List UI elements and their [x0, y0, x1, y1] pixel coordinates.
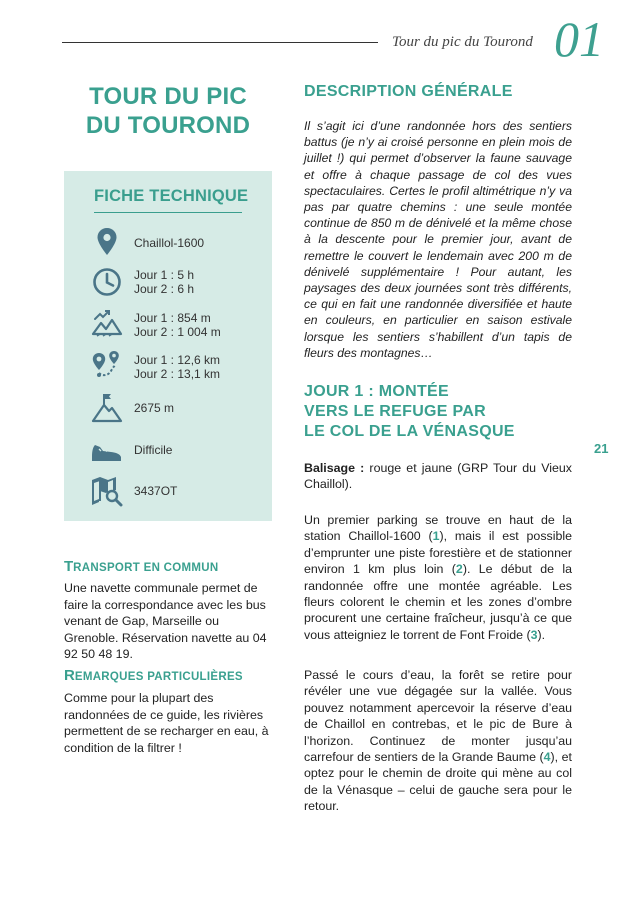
fiche-altitude-value: 2675 m — [134, 401, 175, 415]
route-title-line2: DU TOUROND — [85, 112, 251, 139]
jour1-p1-text-c: ). Le début de la randonnée offre une montée agréable. Les fleurs colorent le chemin et les zones d’ombre procurent une certaine fraîcheur, jusqu’à ce que vous atteigniez le torrent de Font Froide ( — [304, 562, 572, 642]
jour1-p1-text-a: Un premier parking se trouve en haut de la station Chaillol-1600 ( — [304, 513, 572, 544]
header-rule — [62, 42, 378, 43]
jour1-p1-text-d: ). — [537, 627, 546, 642]
elevation-icon — [90, 307, 124, 341]
fiche-row-map — [90, 473, 260, 509]
fiche-elevation-day1: Jour 1 : 854 m — [134, 311, 211, 325]
jour1-paragraph-1 — [304, 512, 572, 643]
route-title-line1: TOUR DU PIC — [89, 83, 247, 110]
chapter-number: 01 — [554, 11, 604, 67]
running-title: Tour du pic du Tourond — [392, 34, 533, 50]
fiche-distance-day1: Jour 1 : 12,6 km — [134, 353, 221, 367]
jour1-p2-text-a: Passé le cours d’eau, la forêt se retire pour révéler une vue dégagée sur la vallée. Vous pouvez notamment apercevoir la réserve d’eau de Chaillol en contrebas, et le pic de Bure à l’horizon. Continuez de monter jusqu’au carrefour de sentiers de la Grande Baume ( — [304, 668, 572, 765]
balisage-text: rouge et jaune (GRP Tour du Vieux Chaillol). — [304, 461, 572, 492]
fiche-heading-rule — [94, 212, 242, 213]
fiche-technique-box — [64, 171, 272, 521]
fiche-difficulty-value: Difficile — [134, 443, 173, 457]
balisage-label: Balisage : — [304, 461, 365, 475]
fiche-elevation-day2: Jour 2 : 1 004 m — [134, 325, 221, 339]
transport-heading — [64, 558, 219, 576]
remarques-heading-initial: R — [64, 667, 75, 684]
fiche-row-elevation — [90, 307, 260, 343]
jour1-paragraph-2 — [304, 667, 572, 815]
waypoint-marker-2: 2 — [455, 562, 463, 577]
fiche-row-altitude — [90, 391, 260, 427]
location-pin-icon — [90, 225, 124, 259]
fiche-row-start — [90, 225, 260, 261]
page-number: 21 — [594, 441, 609, 456]
fiche-distance-day2: Jour 2 : 13,1 km — [134, 367, 221, 381]
balisage-paragraph — [304, 460, 572, 493]
jour1-p1-text-b: ), mais il est possible d’emprunter une piste forestière et de stationner environ 1 km plus loin ( — [304, 529, 572, 577]
remarques-text: Comme pour la plupart des randonnées de ce guide, les rivières permettent de se recharger en eau, à condition de la filtrer ! — [64, 691, 269, 755]
jour1-heading-line1: JOUR 1 : MONTÉE — [304, 383, 449, 400]
clock-icon — [90, 265, 124, 299]
jour1-p2-text-b: ), et optez pour le chemin de droite qui mène au col de la Vénasque – celui de gauche sera pour le retour. — [304, 750, 572, 814]
fiche-technique-heading: FICHE TECHNIQUE — [94, 187, 249, 205]
fiche-row-difficulty — [90, 433, 260, 469]
waypoint-marker-1: 1 — [432, 529, 440, 544]
summit-icon — [90, 391, 124, 425]
route-icon — [90, 349, 124, 383]
fiche-start-value: Chaillol-1600 — [134, 236, 205, 250]
fiche-row-duration — [90, 265, 260, 301]
fiche-row-distance — [90, 349, 260, 385]
description-heading: DESCRIPTION GÉNÉRALE — [304, 83, 513, 100]
transport-heading-rest: RANSPORT EN COMMUN — [73, 562, 219, 574]
jour1-heading-line3: LE COL DE LA VÉNASQUE — [304, 423, 515, 440]
remarques-heading — [64, 667, 243, 685]
waypoint-marker-3: 3 — [530, 627, 538, 642]
fiche-map-reference: 3437OT — [134, 484, 178, 498]
hiking-shoe-icon — [90, 433, 124, 467]
route-title — [62, 82, 274, 140]
fiche-duration-day2: Jour 2 : 6 h — [134, 282, 195, 296]
waypoint-marker-4: 4 — [543, 750, 551, 765]
fiche-duration-day1: Jour 1 : 5 h — [134, 268, 195, 282]
jour1-heading-line2: VERS LE REFUGE PAR — [304, 403, 487, 420]
description-text: Il s’agit ici d’une randonnée hors des sentiers battus (je n’y ai croisé personne en plein mois de juillet !) qui permet d’observer la faune sauvage et offre à chaque passage de col des vues spectaculaires. Certes le profil altimétrique n’y va pas par quatre chemins : une seule montée continue de 850 m de dénivelé et la même chose à la descente pour le premier jour, avant de remettre le couvert le lendemain avec 200 m de dénivelé supplémentaire ! Pour autant, les paysages des deux journées sont très différents, ce qui en fait une randonnée diversifiée et haute en couleurs, en particulier en saison estivale lorsque les sentiers s’habillent d’un tapis de fleurs des montagnes… — [304, 119, 572, 360]
map-search-icon — [90, 473, 124, 507]
transport-heading-initial: T — [64, 558, 74, 575]
jour1-heading — [304, 382, 515, 442]
transport-text: Une navette communale permet de faire la correspondance avec les bus venant de Gap, Marseille ou Grenoble. Réservation navette au 04 92 50 48 19. — [64, 581, 267, 661]
remarques-heading-rest: EMARQUES PARTICULIÈRES — [74, 671, 243, 683]
